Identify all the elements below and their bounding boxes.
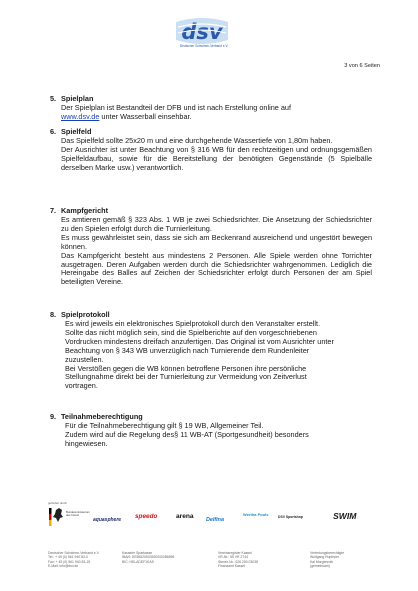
paragraph: Es wird jeweils ein elektronisches Spielprotokoll durch den Veranstalter erstellt. Sollte das nicht möglich sein, sind die Spielberichte auf den vorgeschriebenen Vordrucken mindestens dreifach anzufertigen. Das Original ist vom Ausrichter unter Beachtung von § 343 WB unverzüglich nach Turnierende dem Rundenleiter zuzustellen.	[65, 319, 334, 364]
wertha-pools-logo: Wertha Pools	[243, 512, 269, 517]
paragraph: Es amtieren gemäß § 323 Abs. 1 WB je zwei Schiedsrichter. Die Ansetzung der Schiedsrichter zu den Spielen erfolgt durch die Turnierleitung.	[61, 215, 372, 233]
sponsor-logos	[48, 505, 378, 533]
footer-line: Tel.: + 49 (0) 561 940 83-0	[48, 555, 88, 560]
footer-line: Fax: + 49 (0) 561 940 83-15	[48, 559, 91, 564]
footer-line: VR-Nr.: 55 VR 2744	[218, 555, 248, 560]
footer-line: BIC: HELADEF1KAS	[122, 559, 154, 564]
footer-line: (gemeinsam)	[310, 563, 330, 568]
footer-line: Steuer-Nr.: 026 250 03038	[218, 559, 258, 564]
dsv-link[interactable]: www.dsv.de	[61, 111, 100, 121]
section-body	[61, 216, 372, 287]
footer-line: Finanzamt Kassel	[218, 563, 245, 568]
paragraph: Das Spielfeld sollte 25x20 m und eine durchgehende Wassertiefe von 1,80m haben.	[61, 136, 333, 145]
eagle-icon	[48, 505, 88, 531]
footer-representatives	[310, 551, 344, 568]
paragraph: Zudem wird auf die Regelung des§ 11 WB-AT (Sportgesundheit) besonders hingewiesen.	[65, 429, 309, 448]
footer-register	[218, 551, 258, 568]
section-number: 7.	[50, 206, 57, 215]
footer-line: Vertretungsberechtigte	[310, 551, 345, 555]
section-spielplan	[50, 95, 372, 125]
footer-line: Kasseler Sparkasse	[122, 551, 153, 555]
footer-line: E-Mail: info@dsv.de	[48, 563, 79, 568]
footer-line: IBAN: DE56520503530000286898	[122, 555, 175, 560]
paragraph: Bei Verstößen gegen die WB können betroffene Personen ihre persönliche Stellungnahme direkt bei der Turnierleitung zur Vermeidung von Zeitverlust vortragen.	[65, 363, 307, 391]
section-number: 5.	[50, 94, 57, 103]
paragraph: Für die Teilnahmeberechtigung gilt § 19 WB, Allgemeiner Teil.	[65, 421, 264, 430]
section-body	[61, 104, 372, 122]
section-title: Kampfgericht	[61, 206, 109, 215]
footer-line: Kai Morgenroth	[310, 559, 334, 564]
paragraph: Der Spielplan ist Bestandteil der DFB und ist nach Erstellung online auf	[61, 103, 291, 112]
paragraph-with-link	[61, 113, 372, 122]
paragraph: Das Kampfgericht besteht aus mindestens 2 Personen. Alle Spiele werden ohne Torrichter ausgetragen. Deren Aufgaben werden durch die Schiedsrichter wahrgenommen. Lediglich die Hereingabe des Balles auf Zeichen der Schiedsrichter erfolgt durch Personen der am Spiel beteiligten Vereine.	[61, 250, 372, 287]
swim-logo: SWIM	[333, 511, 357, 521]
footer-bank	[122, 551, 174, 564]
section-number: 6.	[50, 127, 57, 136]
dsv-shop-logo: DSV Sportshop	[278, 515, 303, 519]
footer-line: Deutscher Schwimm-Verband e.V.	[48, 551, 100, 555]
funding-note: gefördert durch	[48, 501, 67, 505]
section-body	[65, 320, 335, 391]
arena-logo: arena	[176, 513, 194, 520]
logo-text: dsv	[181, 20, 223, 44]
section-title: Spielplan	[61, 94, 94, 103]
footer	[48, 551, 378, 581]
section-number: 9.	[50, 412, 57, 421]
footer-line: Vereinsregister Kassel	[218, 551, 252, 555]
section-spielprotokoll	[50, 310, 372, 391]
ministry-label: Bundesministerium des Innern	[66, 510, 90, 518]
footer-address	[48, 551, 100, 568]
logo-subtitle: Deutscher Schwimm-Verband e.V.	[179, 44, 229, 48]
paragraph: Es muss gewährleistet sein, dass sie sich am Beckenrand ausreichend und ungestört bewegen können.	[61, 232, 372, 251]
aquasphere-logo: aquasphere	[93, 517, 122, 523]
page-indicator: 3 von 6 Seiten	[344, 63, 380, 69]
delfina-logo: Delfina	[206, 517, 224, 523]
footer-line: Wolfgang Rupieper	[310, 555, 339, 560]
section-title: Spielprotokoll	[61, 310, 110, 319]
section-title: Spielfeld	[61, 127, 92, 136]
paragraph: Der Ausrichter ist unter Beachtung von § 316 WB für den rechtzeitigen und ordnungsgemäßen Spielfeldaufbau, sowie für die Bereitstellung der benötigten Gegenstände (5 Spielbälle derselben Marke usw.) verantwortlich.	[61, 144, 372, 172]
paragraph-text: unter Wasserball einsehbar.	[101, 111, 192, 121]
section-number: 8.	[50, 310, 57, 319]
section-teilnahmeberechtigung	[50, 413, 372, 453]
section-title: Teilnahmeberechtigung	[61, 412, 143, 421]
speedo-logo: speedo	[135, 513, 158, 520]
section-body	[61, 137, 372, 173]
section-body	[65, 422, 335, 449]
section-spielfeld	[50, 128, 372, 188]
section-kampfgericht	[50, 207, 372, 292]
